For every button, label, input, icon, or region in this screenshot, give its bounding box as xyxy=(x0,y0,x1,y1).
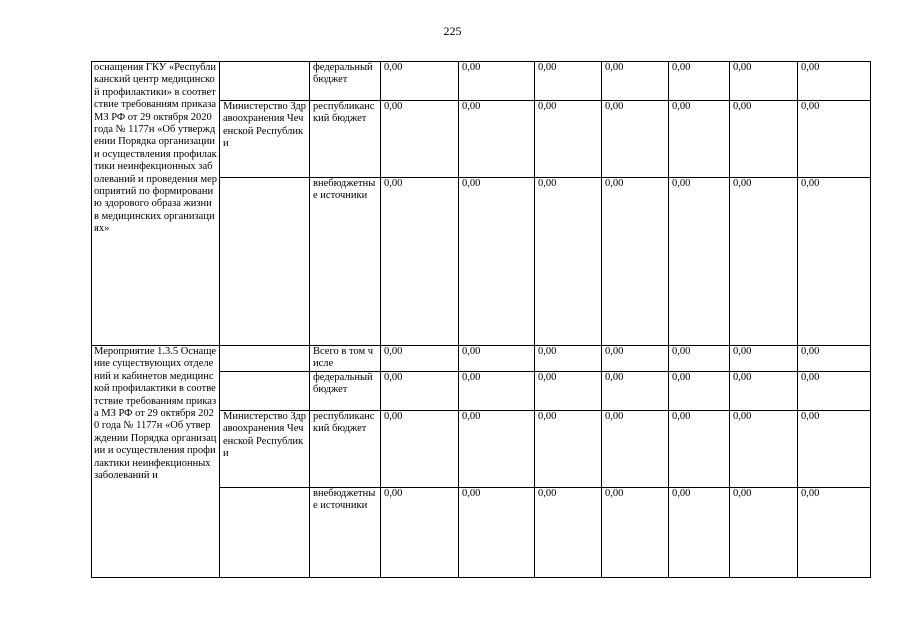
value-cell: 0,00 xyxy=(602,62,669,101)
ministry-cell-empty xyxy=(220,178,310,346)
value-cell: 0,00 xyxy=(669,101,730,178)
value-cell: 0,00 xyxy=(730,372,798,411)
ministry-name: Министерство Здравоохранения Чеченской Республики xyxy=(220,101,310,178)
value-cell: 0,00 xyxy=(798,101,871,178)
value-cell: 0,00 xyxy=(535,488,602,578)
funding-source: республиканский бюджет xyxy=(310,411,381,488)
value-cell: 0,00 xyxy=(381,372,459,411)
value-cell: 0,00 xyxy=(798,372,871,411)
value-cell: 0,00 xyxy=(381,346,459,372)
value-cell: 0,00 xyxy=(535,411,602,488)
value-cell: 0,00 xyxy=(535,346,602,372)
value-cell: 0,00 xyxy=(798,178,871,346)
value-cell: 0,00 xyxy=(669,346,730,372)
value-cell: 0,00 xyxy=(602,101,669,178)
value-cell: 0,00 xyxy=(798,346,871,372)
value-cell: 0,00 xyxy=(459,488,535,578)
value-cell: 0,00 xyxy=(798,411,871,488)
value-cell: 0,00 xyxy=(602,411,669,488)
table-row xyxy=(92,62,871,101)
value-cell: 0,00 xyxy=(459,178,535,346)
value-cell: 0,00 xyxy=(730,178,798,346)
funding-source: внебюджетные источники xyxy=(310,178,381,346)
value-cell: 0,00 xyxy=(730,411,798,488)
value-cell: 0,00 xyxy=(602,178,669,346)
ministry-name: Министерство Здравоохранения Чеченской Республики xyxy=(220,411,310,488)
ministry-cell-empty xyxy=(220,62,310,101)
value-cell: 0,00 xyxy=(798,62,871,101)
value-cell: 0,00 xyxy=(669,178,730,346)
ministry-cell-empty xyxy=(220,372,310,411)
activity-description: оснащения ГКУ «Республиканский центр медицинской профилактики» в соответствие требованиям приказа МЗ РФ от 29 октября 2020 года № 1177н «Об утверждении Порядка организации и осуществления профилактики неинфекционных заболеваний и проведения мероприятий по формированию здорового образа жизни в медицинских организациях» xyxy=(92,62,220,346)
value-cell: 0,00 xyxy=(535,101,602,178)
value-cell: 0,00 xyxy=(535,178,602,346)
value-cell: 0,00 xyxy=(381,411,459,488)
page-number: 225 xyxy=(443,24,462,38)
value-cell: 0,00 xyxy=(669,411,730,488)
value-cell: 0,00 xyxy=(459,62,535,101)
value-cell: 0,00 xyxy=(535,62,602,101)
funding-source: федеральный бюджет xyxy=(310,372,381,411)
value-cell: 0,00 xyxy=(381,62,459,101)
value-cell: 0,00 xyxy=(381,178,459,346)
value-cell: 0,00 xyxy=(459,411,535,488)
table-row xyxy=(92,346,871,372)
funding-source: внебюджетные источники xyxy=(310,488,381,578)
value-cell: 0,00 xyxy=(459,346,535,372)
funding-source: республиканский бюджет xyxy=(310,101,381,178)
budget-table xyxy=(91,61,871,578)
funding-source: федеральный бюджет xyxy=(310,62,381,101)
value-cell: 0,00 xyxy=(730,346,798,372)
funding-source: Всего в том числе xyxy=(310,346,381,372)
value-cell: 0,00 xyxy=(602,372,669,411)
value-cell: 0,00 xyxy=(730,488,798,578)
value-cell: 0,00 xyxy=(669,372,730,411)
value-cell: 0,00 xyxy=(459,101,535,178)
measure-description: Мероприятие 1.3.5 Оснащение существующих отделений и кабинетов медицинской профилактики в соответствие требованиям приказа МЗ РФ от 29 октября 2020 года № 1177н «Об утверждении Порядка организации и осуществления профилактики неинфекционных заболеваний и xyxy=(92,346,220,578)
value-cell: 0,00 xyxy=(602,346,669,372)
value-cell: 0,00 xyxy=(535,372,602,411)
ministry-cell-empty xyxy=(220,488,310,578)
value-cell: 0,00 xyxy=(381,101,459,178)
value-cell: 0,00 xyxy=(730,101,798,178)
value-cell: 0,00 xyxy=(459,372,535,411)
value-cell: 0,00 xyxy=(669,62,730,101)
ministry-cell-empty xyxy=(220,346,310,372)
value-cell: 0,00 xyxy=(381,488,459,578)
value-cell: 0,00 xyxy=(602,488,669,578)
value-cell: 0,00 xyxy=(798,488,871,578)
value-cell: 0,00 xyxy=(669,488,730,578)
value-cell: 0,00 xyxy=(730,62,798,101)
